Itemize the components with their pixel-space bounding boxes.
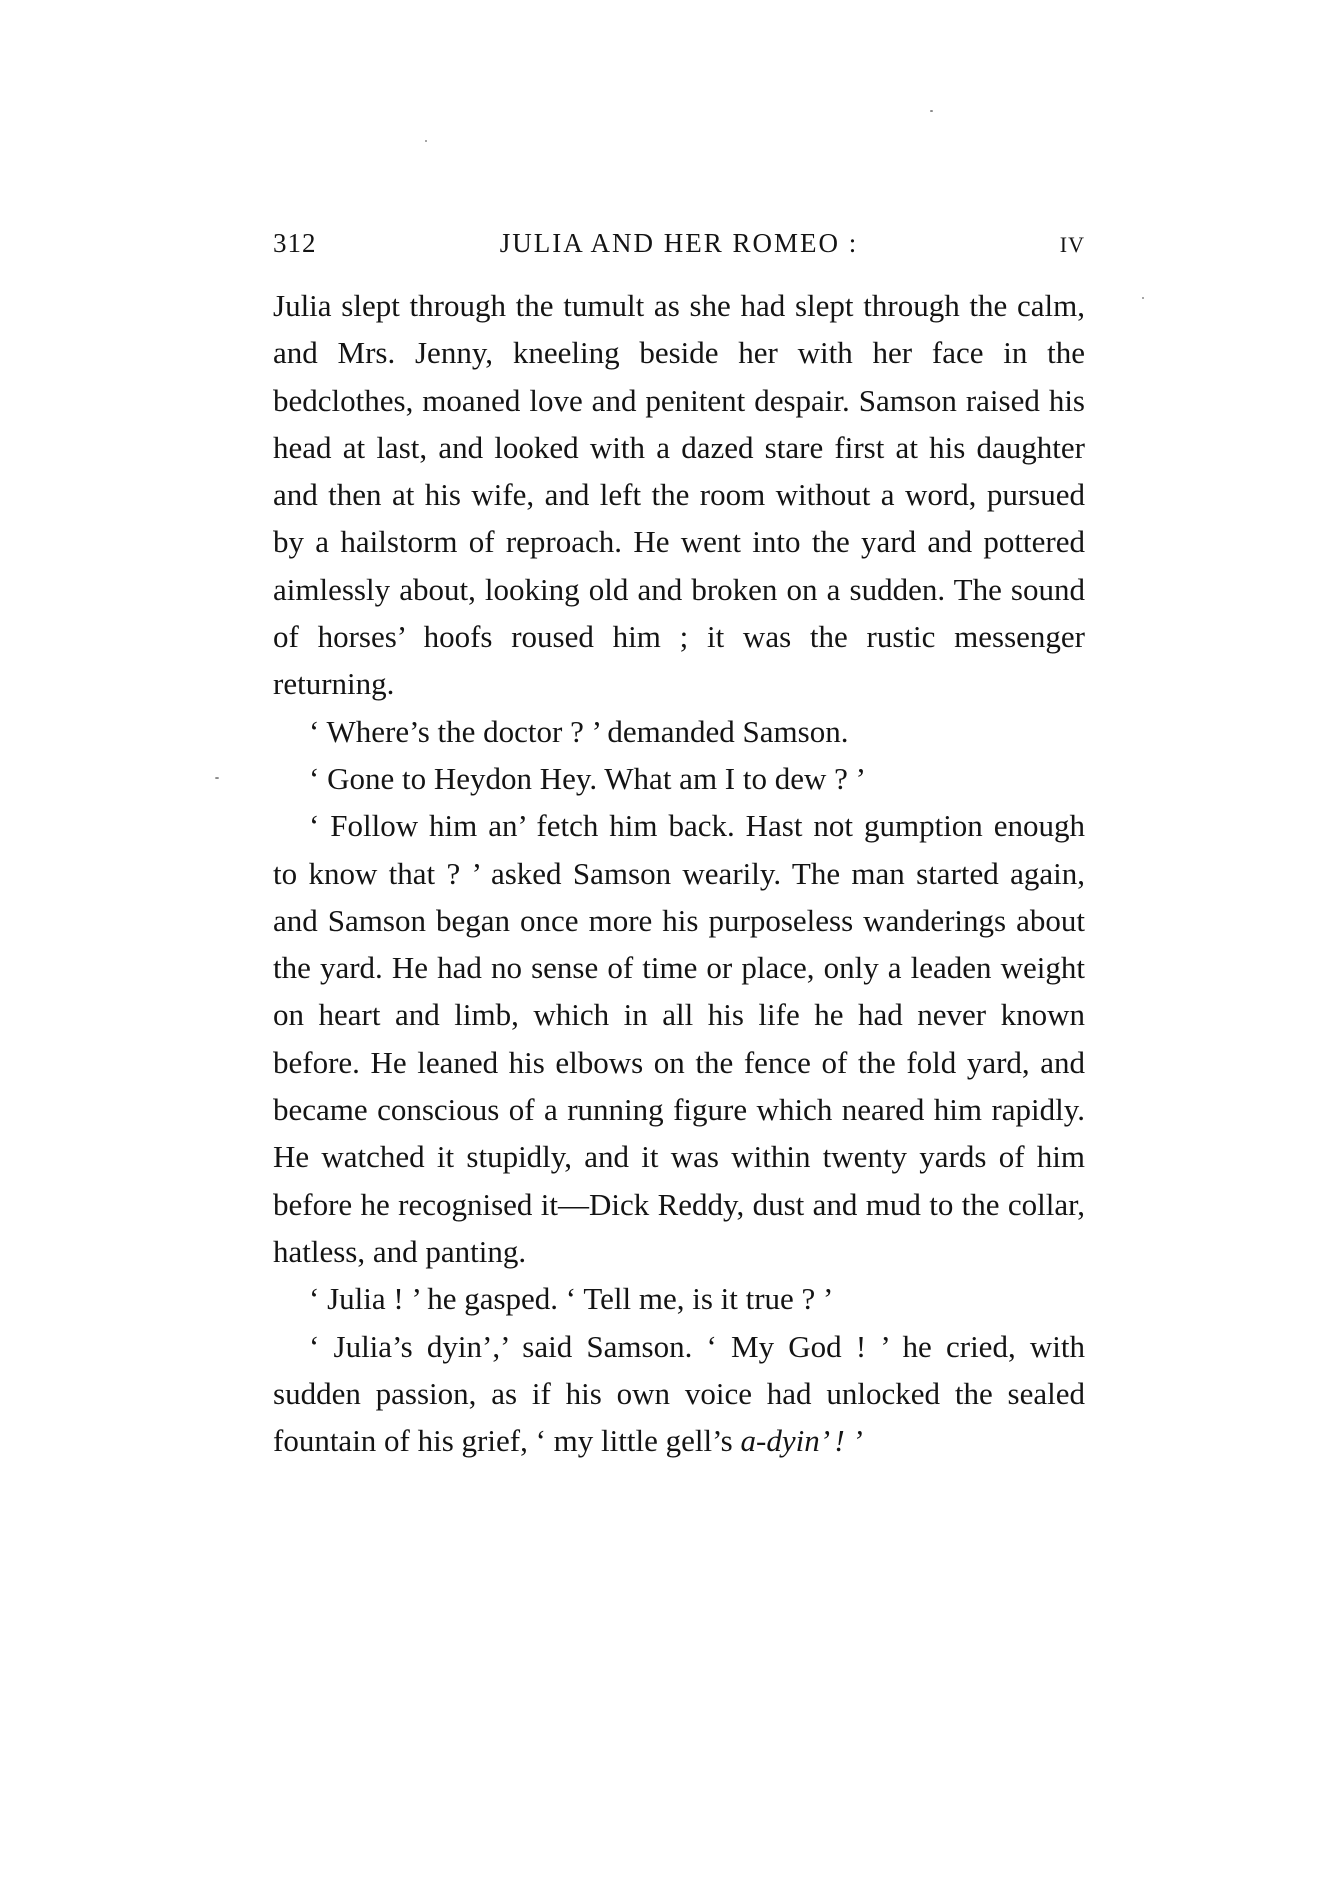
paper-speck — [425, 140, 427, 142]
paragraph: Julia slept through the tumult as she had slept through the calm, and Mrs. Jenny, kneeling beside her with her face in the bedclothes, moaned love and penitent despair. Samson raised his head at last, and looked with a dazed stare first at his daughter and then at his wife, and left the room without a word, pursued by a hailstorm of reproach. He went into the yard and pottered aimlessly about, looking old and broken on a sudden. The sound of horses’ hoofs roused him ; it was the rustic messenger returning. — [273, 288, 1085, 702]
paper-speck — [215, 777, 219, 779]
paragraph: ‘ Where’s the doctor ? ’ demanded Samson. — [309, 713, 849, 749]
body-text — [273, 282, 1085, 1464]
italic-phrase: a-dyin’ ! ’ — [740, 1423, 863, 1459]
running-title: JULIA AND HER ROMEO : — [499, 228, 859, 258]
paper-speck — [1142, 297, 1144, 299]
paper-speck — [930, 110, 933, 112]
page-header — [273, 228, 1085, 268]
paragraph: ‘ Julia ! ’ he gasped. ‘ Tell me, is it true ? ’ — [309, 1281, 834, 1317]
paragraph-text: ‘ Julia’s dyin’,’ said Samson. ‘ My God ! ’ he cried, with sudden passion, as if his own voice had unlocked the sealed fountain of his grief, ‘ my little gell’s — [273, 1328, 1085, 1459]
page-number: 312 — [273, 228, 317, 258]
paragraph: ‘ Follow him an’ fetch him back. Hast not gumption enough to know that ? ’ asked Samson wearily. The man started again, and Samson began once more his purposeless wanderings about the yard. He had no sense of time or place, only a leaden weight on heart and limb, which in all his life he had never known before. He leaned his elbows on the fence of the fold yard, and became conscious of a running figure which neared him rapidly. He watched it stupidly, and it was within twenty yards of him before he recognised it—Dick Reddy, dust and mud to the collar, hatless, and panting. — [273, 808, 1085, 1269]
chapter-number: IV — [1059, 232, 1085, 257]
paragraph — [273, 1323, 1085, 1465]
paragraph: ‘ Gone to Heydon Hey. What am I to dew ? ’ — [309, 760, 866, 796]
